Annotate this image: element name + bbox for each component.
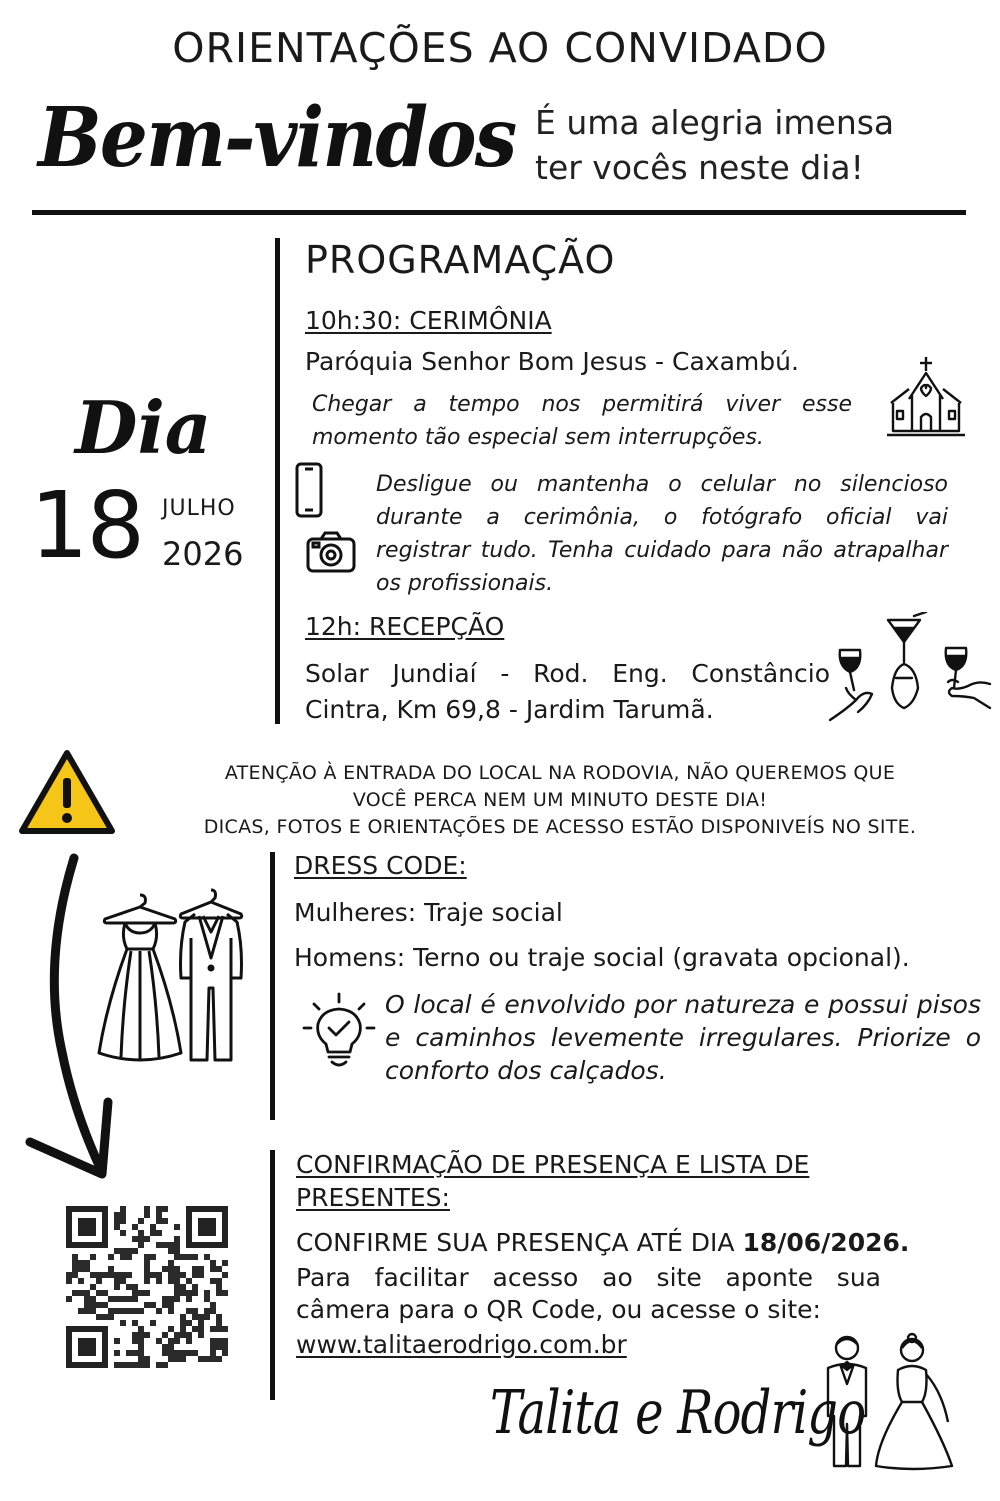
- ceremony-time: 10h:30: CERIMÔNIA: [305, 306, 552, 335]
- dress-icon: [95, 893, 185, 1068]
- rsvp-instructions: Para facilitar acesso ao site aponte sua câmera para o QR Code, ou acesse o site:: [296, 1263, 881, 1324]
- phone-note: Desligue ou mantenha o celular no silencioso durante a cerimônia, o fotógrafo oficial vai registrar tudo. Tenha cuidado para não atrapalhar os profissionais.: [376, 472, 948, 596]
- program-divider: [275, 238, 280, 724]
- welcome-heading: Bem-vindos: [38, 90, 516, 186]
- warning-icon: [18, 748, 116, 836]
- header-divider: [32, 210, 966, 215]
- couple-signature: Talita e Rodrigo: [490, 1378, 866, 1448]
- couple-icon: [822, 1332, 972, 1472]
- dress-code-men: Homens: Terno ou traje social (gravata opcional).: [294, 943, 910, 972]
- dress-code-divider: [270, 852, 275, 1120]
- attention-line-1: ATENÇÃO À ENTRADA DO LOCAL NA RODOVIA, NÃO QUEREMOS QUE: [224, 762, 896, 784]
- lightbulb-icon: [300, 992, 378, 1070]
- qr-code[interactable]: [66, 1206, 228, 1368]
- suit-icon: [177, 888, 245, 1063]
- rsvp-title: CONFIRMAÇÃO DE PRESENÇA E LISTA DE PRESENTES:: [296, 1150, 810, 1212]
- rsvp-confirm: [296, 1228, 909, 1257]
- reception-address: Solar Jundiaí - Rod. Eng. Constâncio Cintra, Km 69,8 - Jardim Tarumã.: [305, 659, 830, 724]
- church-icon: [885, 355, 967, 439]
- program-title: PROGRAMAÇÃO: [305, 238, 616, 282]
- camera-icon: [305, 530, 357, 574]
- welcome-message: [535, 100, 894, 190]
- rsvp-confirm-prefix: CONFIRME SUA PRESENÇA ATÉ DIA: [296, 1228, 743, 1257]
- rsvp-divider: [270, 1150, 275, 1400]
- toast-glasses-icon: [828, 612, 993, 724]
- attention-line-2: VOCÊ PERCA NEM UM MINUTO DESTE DIA!: [352, 789, 768, 811]
- date-year: 2026: [162, 535, 244, 573]
- date-month: JULHO: [162, 496, 236, 521]
- attention-line-3: DICAS, FOTOS E ORIENTAÇÕES DE ACESSO ESTÃO DISPONIVEÍS NO SITE.: [203, 816, 917, 838]
- reception-time: 12h: RECEPÇÃO: [305, 612, 505, 641]
- welcome-line-2: ter vocês neste dia!: [535, 148, 864, 187]
- ceremony-place: Paróquia Senhor Bom Jesus - Caxambú.: [305, 347, 799, 376]
- date-day: 18: [30, 472, 144, 579]
- dress-code-note: O local é envolvido por natureza e possui pisos e caminhos levemente irregulares. Priorize o conforto dos calçados.: [385, 990, 981, 1085]
- dress-code-women: Mulheres: Traje social: [294, 898, 563, 927]
- page-title: ORIENTAÇÕES AO CONVIDADO: [172, 24, 828, 72]
- ceremony-note: Chegar a tempo nos permitirá viver esse momento tão especial sem interrupções.: [312, 392, 852, 450]
- date-label: Dia: [75, 385, 212, 470]
- dress-code-title: DRESS CODE:: [294, 851, 467, 880]
- attention-notice: [120, 760, 1000, 841]
- wedding-site-link[interactable]: www.talitaerodrigo.com.br: [296, 1330, 627, 1359]
- rsvp-deadline: 18/06/2026.: [742, 1228, 910, 1257]
- phone-icon: [294, 461, 324, 519]
- welcome-line-1: É uma alegria imensa: [535, 103, 895, 142]
